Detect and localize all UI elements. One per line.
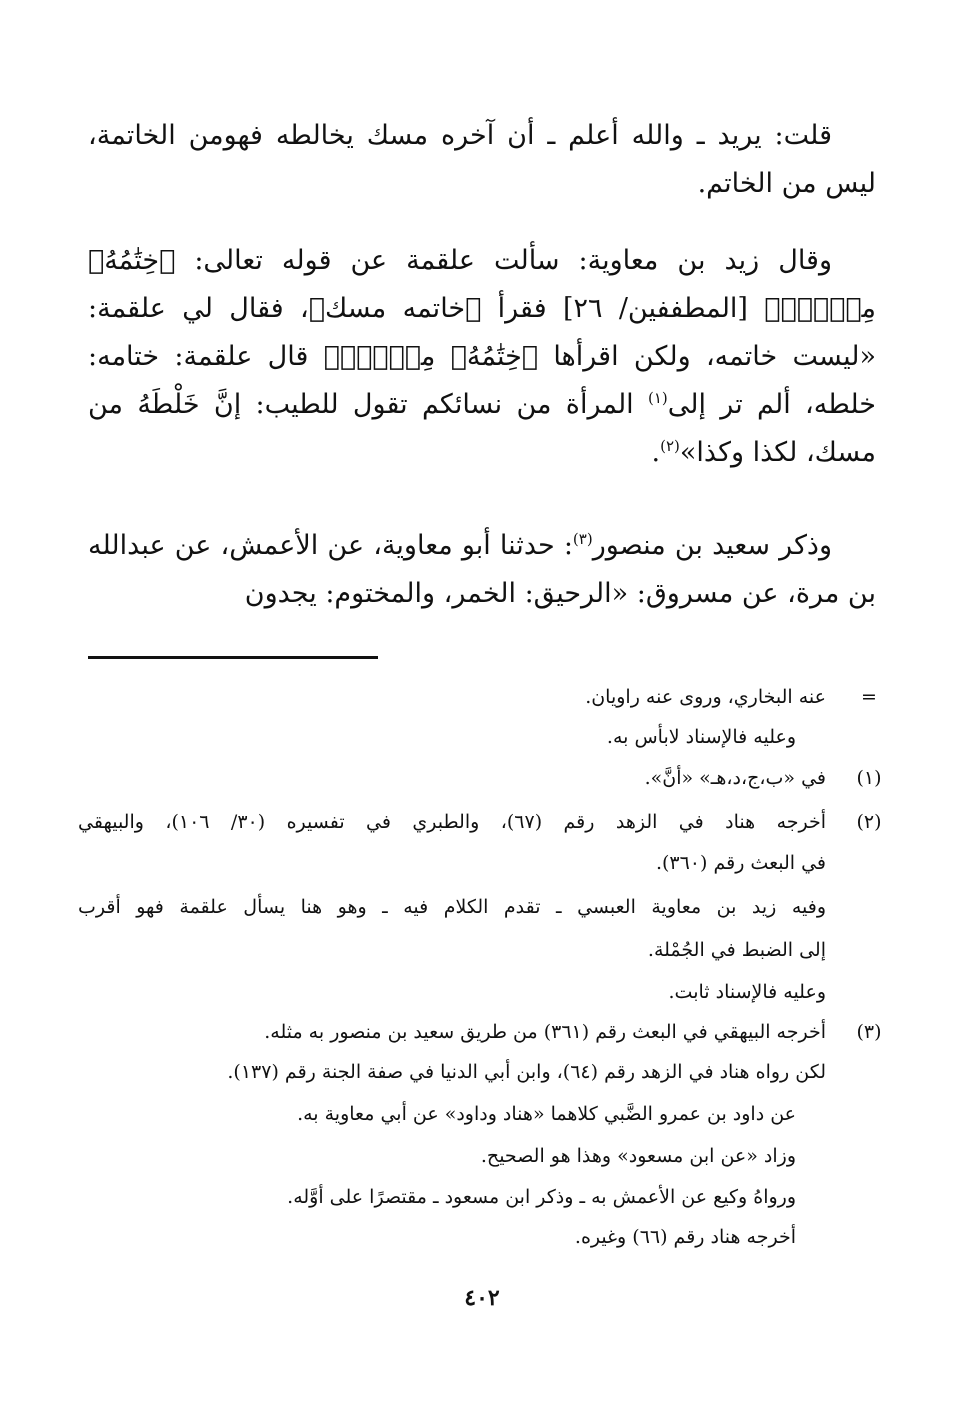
footnote-separator [88, 656, 378, 659]
footnote-1-number: (١) [856, 767, 882, 789]
footnote-2-line-5 [78, 974, 886, 1010]
continuation-marker: = [861, 686, 877, 708]
paragraph-2 [88, 237, 876, 477]
footnote-3-text-5: ورواهُ وكيع عن الأعمش به ـ وذكر ابن مسعود ـ مقتصرًا على أوَّله. [287, 1186, 796, 1208]
footnote-2-line-4 [78, 932, 886, 968]
paragraph-3-part-a: وذكر سعيد بن منصور [592, 530, 832, 561]
footnote-3-line-3 [78, 1096, 886, 1132]
footnote-3-number: (٣) [856, 1021, 882, 1043]
paragraph-2-part-c: . [651, 437, 661, 468]
footnote-continuation-line-2 [78, 719, 886, 755]
footnote-3-line-1 [78, 1014, 886, 1050]
paragraph-2-part-b: المرأة من نسائكم تقول للطيب: إنَّ خَلْطَهُ من مسك، لكذا وكذا» [88, 389, 876, 468]
footnote-3-line-6 [78, 1219, 886, 1255]
footnote-3-line-5 [78, 1179, 886, 1215]
footnote-continuation-text-1: عنه البخاري، وروى عنه راويان. [585, 686, 826, 708]
footnote-2-line-3 [78, 889, 886, 925]
paragraph-1-text: قلت: يريد ـ والله أعلم ـ أن آخره مسك يخالطه فهومن الخاتمة، ليس من الخاتم. [88, 120, 876, 199]
page-number: ٤٠٢ [464, 1285, 500, 1311]
paragraph-3-text [88, 522, 876, 618]
footnote-3-text-4: وزاد «عن ابن مسعود» وهذا هو الصحيح. [480, 1145, 796, 1167]
footnote-ref-1[interactable]: (١) [647, 389, 668, 407]
footnote-2-text-3: وفيه زيد بن معاوية العبسي ـ تقدم الكلام فيه ـ وهو هنا يسأل علقمة فهو أقرب [78, 896, 826, 918]
footnote-2-text-4: إلى الضبط في الجُمْلة. [647, 939, 826, 961]
footnote-continuation-text-2: وعليه فالإسناد لابأس به. [606, 726, 796, 748]
footnote-3-line-2 [78, 1054, 886, 1090]
footnote-1 [78, 760, 886, 796]
footnote-continuation-line-1 [78, 679, 886, 715]
paragraph-1 [88, 112, 876, 208]
footnote-2-text-5: وعليه فالإسناد ثابت. [668, 981, 826, 1003]
footnote-3-text-6: أخرجه هناد رقم (٦٦) وغيره. [574, 1226, 796, 1248]
footnote-3-text-1: أخرجه البيهقي في البعث رقم (٣٦١) من طريق سعيد بن منصور به مثله. [264, 1021, 826, 1043]
footnote-2-number: (٢) [856, 811, 882, 833]
footnote-2-line-1 [78, 804, 886, 840]
footnote-ref-3[interactable]: (٣) [572, 530, 593, 548]
paragraph-2-part-a: وقال زيد بن معاوية: سألت علقمة عن قوله تعالى: ﴿خِتَٰمُهُۥ مِسۡكٌۚ﴾ [المطففين/ ٢٦] فقرأ ﴿خاتمه مسك﴾، فقال لي علقمة: «ليست خاتمه، ولكن اقرأها ﴿خِتَٰمُهُۥ مِسۡكٌۚ﴾ قال علقمة: ختامه: خلطه، ألم تر إلى [88, 245, 876, 420]
paragraph-3 [88, 522, 876, 618]
footnote-ref-2[interactable]: (٢) [660, 437, 680, 455]
footnote-1-text: في «ب،ج،د،هـ» «أنَّ». [644, 767, 826, 789]
footnote-3-text-3: عن داود بن عمرو الضَّبي كلاهما «هناد وداود» عن أبي معاوية به. [297, 1103, 796, 1125]
footnote-2-line-2 [78, 845, 886, 881]
paragraph-3-part-b: : حدثنا أبو معاوية، عن الأعمش، عن عبدالله بن مرة، عن مسروق: «الرحيق: الخمر، والمختوم: يجدون [88, 530, 876, 609]
footnote-3-text-2: لكن رواه هناد في الزهد رقم (٦٤)، وابن أبي الدنيا في صفة الجنة رقم (١٣٧). [227, 1061, 826, 1083]
footnote-2-text-2: في البعث رقم (٣٦٠). [655, 852, 826, 874]
paragraph-2-text [88, 237, 876, 477]
footnote-2-text-1: أخرجه هناد في الزهد رقم (٦٧)، والطبري في تفسيره (٣٠/ ١٠٦)، والبيهقي [78, 811, 827, 833]
footnote-3-line-4 [78, 1138, 886, 1174]
